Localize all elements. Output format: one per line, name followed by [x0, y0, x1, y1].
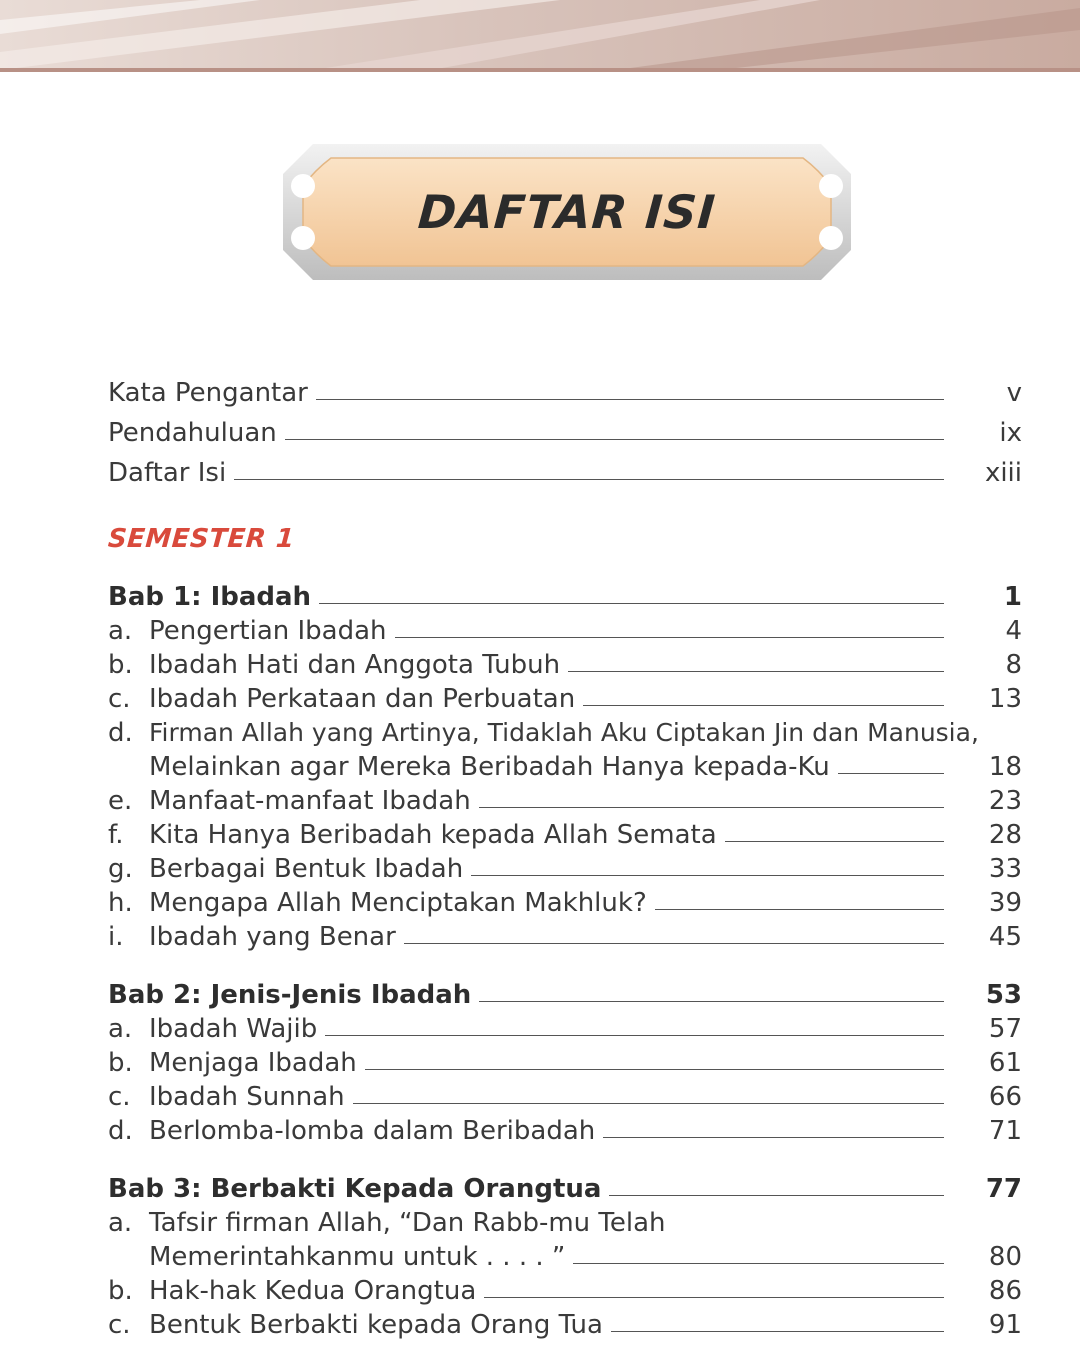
toc-label: Daftar Isi: [108, 458, 227, 488]
toc-chapter-bab-3[interactable]: [108, 1170, 1022, 1204]
chapter-title: Bab 3: Berbakti Kepada Orangtua: [108, 1174, 602, 1204]
item-marker: b.: [108, 650, 133, 680]
toc-page: 4: [1005, 616, 1022, 646]
toc-row[interactable]: [108, 1306, 1022, 1340]
toc-label: Bentuk Berbakti kepada Orang Tua: [149, 1310, 603, 1340]
toc-label: Kita Hanya Beribadah kepada Allah Semata: [149, 820, 717, 850]
toc-row[interactable]: [108, 646, 1022, 680]
item-marker: i.: [108, 922, 124, 952]
toc-row-daftar-isi[interactable]: [108, 454, 1022, 488]
item-marker: a.: [108, 616, 133, 646]
toc-row[interactable]: [108, 1010, 1022, 1044]
item-marker: b.: [108, 1048, 133, 1078]
item-marker: d.: [108, 1116, 133, 1146]
toc-page: 28: [988, 820, 1022, 850]
toc-page: 39: [988, 888, 1022, 918]
leader-line: [316, 399, 944, 400]
leader-line: [365, 1069, 944, 1070]
toc-page: 80: [988, 1242, 1022, 1272]
leader-line: [603, 1137, 944, 1138]
toc-label: Berbagai Bentuk Ibadah: [149, 854, 464, 884]
item-marker: f.: [108, 820, 124, 850]
leader-line: [655, 909, 944, 910]
leader-line: [319, 603, 944, 604]
title-plate: [283, 144, 851, 280]
toc-page: 13: [988, 684, 1022, 714]
toc-page: ix: [999, 418, 1022, 448]
page-title: DAFTAR ISI: [416, 185, 718, 239]
toc-page: 66: [988, 1082, 1022, 1112]
toc-label: Ibadah yang Benar: [149, 922, 396, 952]
toc-label: Firman Allah yang Artinya, Tidaklah Aku Ciptakan Jin dan Manusia,: [149, 718, 979, 747]
toc-row-pendahuluan[interactable]: [108, 414, 1022, 448]
toc-row[interactable]: [108, 1078, 1022, 1112]
item-marker: c.: [108, 684, 131, 714]
toc-row[interactable]: [108, 1204, 1022, 1238]
toc-row[interactable]: [108, 816, 1022, 850]
toc-page: 23: [988, 786, 1022, 816]
leader-line: [573, 1263, 944, 1264]
leader-line: [725, 841, 944, 842]
toc-label: Ibadah Sunnah: [149, 1082, 345, 1112]
chapter-page: 1: [1003, 582, 1022, 612]
toc-page: 61: [988, 1048, 1022, 1078]
toc-label: Melainkan agar Mereka Beribadah Hanya kepada-Ku: [149, 752, 830, 782]
toc-page: 45: [988, 922, 1022, 952]
toc-row[interactable]: [108, 1272, 1022, 1306]
toc-row[interactable]: [108, 884, 1022, 918]
leader-line: [325, 1035, 944, 1036]
toc-row-continuation[interactable]: [108, 1238, 1022, 1272]
toc-chapter-bab-1[interactable]: [108, 578, 1022, 612]
toc-page: xiii: [984, 458, 1022, 488]
toc-label: Tafsir firman Allah, “Dan Rabb-mu Telah: [149, 1208, 666, 1238]
leader-line: [609, 1195, 944, 1196]
toc-label: Ibadah Wajib: [149, 1014, 318, 1044]
toc-row[interactable]: [108, 1044, 1022, 1078]
chapter-page: 53: [985, 980, 1022, 1010]
leader-line: [479, 807, 944, 808]
toc-label: Pengertian Ibadah: [149, 616, 387, 646]
toc-row-continuation[interactable]: [108, 748, 1022, 782]
toc-label: Menjaga Ibadah: [149, 1048, 357, 1078]
item-marker: a.: [108, 1014, 133, 1044]
toc-page: 91: [988, 1310, 1022, 1340]
leader-line: [838, 773, 944, 774]
chapter-page: 77: [985, 1174, 1022, 1204]
toc-row[interactable]: [108, 782, 1022, 816]
item-marker: b.: [108, 1276, 133, 1306]
leader-line: [484, 1297, 944, 1298]
leader-line: [285, 439, 944, 440]
chapter-title: Bab 1: Ibadah: [108, 582, 312, 612]
toc-row[interactable]: [108, 680, 1022, 714]
leader-line: [479, 1001, 944, 1002]
leader-line: [404, 943, 944, 944]
item-marker: a.: [108, 1208, 133, 1238]
leader-line: [395, 637, 944, 638]
leader-line: [234, 479, 944, 480]
item-marker: c.: [108, 1310, 131, 1340]
toc-label: Ibadah Perkataan dan Perbuatan: [149, 684, 576, 714]
toc-row[interactable]: [108, 918, 1022, 952]
toc-page: v: [1006, 378, 1022, 408]
toc-page: 57: [988, 1014, 1022, 1044]
toc-label: Hak-hak Kedua Orangtua: [149, 1276, 477, 1306]
leader-line: [353, 1103, 944, 1104]
toc-page: 33: [988, 854, 1022, 884]
toc-label: Manfaat-manfaat Ibadah: [149, 786, 471, 816]
leader-line: [583, 705, 944, 706]
toc-row[interactable]: [108, 612, 1022, 646]
leader-line: [471, 875, 944, 876]
toc-label: Berlomba-lomba dalam Beribadah: [149, 1116, 596, 1146]
leader-line: [611, 1331, 944, 1332]
item-marker: g.: [108, 854, 133, 884]
toc-label: Pendahuluan: [108, 418, 277, 448]
toc-label: Ibadah Hati dan Anggota Tubuh: [149, 650, 561, 680]
toc-row[interactable]: [108, 1112, 1022, 1146]
toc-chapter-bab-2[interactable]: [108, 976, 1022, 1010]
item-marker: h.: [108, 888, 133, 918]
toc-row-kata-pengantar[interactable]: [108, 374, 1022, 408]
header-banner: [0, 0, 1080, 72]
item-marker: e.: [108, 786, 133, 816]
toc-label: Memerintahkanmu untuk . . . . ”: [149, 1242, 566, 1272]
chapter-title: Bab 2: Jenis-Jenis Ibadah: [108, 980, 472, 1010]
toc-page: 71: [988, 1116, 1022, 1146]
toc-page: 18: [988, 752, 1022, 782]
toc-label: Mengapa Allah Menciptakan Makhluk?: [149, 888, 647, 918]
toc-row[interactable]: [108, 714, 1022, 748]
toc-row[interactable]: [108, 850, 1022, 884]
semester-heading: SEMESTER 1: [106, 524, 296, 554]
item-marker: c.: [108, 1082, 131, 1112]
toc-page: 8: [1005, 650, 1022, 680]
toc-page: 86: [988, 1276, 1022, 1306]
leader-line: [568, 671, 944, 672]
toc-label: Kata Pengantar: [108, 378, 308, 408]
item-marker: d.: [108, 718, 133, 748]
